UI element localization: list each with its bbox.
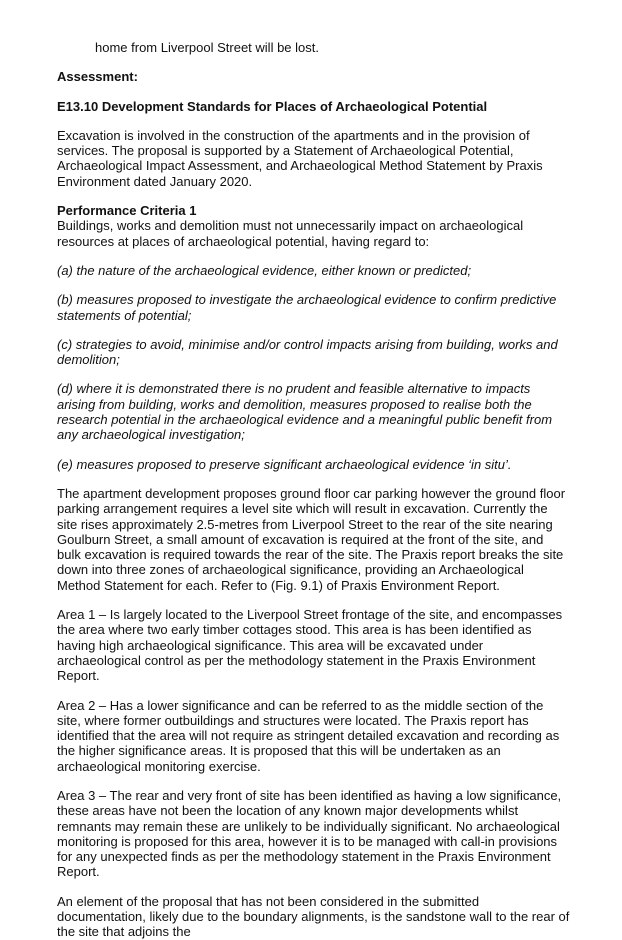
criterion-b: (b) measures proposed to investigate the archaeological evidence to confirm predictive statements of potential; xyxy=(57,292,557,323)
criterion-a: (a) the nature of the archaeological evidence, either known or predicted; xyxy=(57,262,472,278)
paragraph-area-2: Area 2 – Has a lower significance and can be referred to as the middle section of the site, where former outbuildings and structures were located. The Praxis report has identified that the area will not require as stringent detailed excavation and recording as the higher significance areas. It is proposed that this will be undertaken as an archaeological monitoring exercise. xyxy=(57,697,560,774)
paragraph-final: An element of the proposal that has not been considered in the submitted documentation, likely due to the boundary alignments, is the sandstone wall to the rear of the site that adjoins the xyxy=(57,893,570,940)
criterion-e: (e) measures proposed to preserve significant archaeological evidence ‘in situ’. xyxy=(57,456,512,472)
criterion-d: (d) where it is demonstrated there is no prudent and feasible alternative to impacts arising from building, works and demolition, measures proposed to realise both the research potential in the archaeological evidence and a meaningful public benefit from any archaeological investigation; xyxy=(57,381,553,443)
paragraph-area-3: Area 3 – The rear and very front of site has been identified as having a low significance, these areas have not been the location of any known major developments whilst remnants may remain these are unlikely to be individually significant. No archaeological monitoring is proposed for this area, however it is to be managed with call-in provisions for any unexpected finds as per the methodology statement in the Praxis Environment Report. xyxy=(57,787,562,880)
intro-line: home from Liverpool Street will be lost. xyxy=(95,40,319,55)
performance-criteria-intro: Buildings, works and demolition must not unnecessarily impact on archaeological resources at places of archaeological potential, having regard to: xyxy=(57,218,524,249)
performance-criteria-heading: Performance Criteria 1 xyxy=(57,203,197,219)
criterion-c: (c) strategies to avoid, minimise and/or control impacts arising from building, works and demolition; xyxy=(57,336,558,368)
paragraph-development: The apartment development proposes ground floor car parking however the ground floor parking arrangement requires a level site which will result in excavation. Currently the site rises approximately 2.5-metres from Liverpool Street to the rear of the site nearing Goulburn Street, a small amount of excavation is required at the front of the site, and bulk excavation is required towards the rear of the site. The Praxis report breaks the site down into three zones of archaeological significance, providing an Archaeological Method Statement for each. Refer to (Fig. 9.1) of Praxis Environment Report. xyxy=(57,485,566,593)
section-heading: E13.10 Development Standards for Places of Archaeological Potential xyxy=(57,98,488,114)
paragraph-area-1: Area 1 – Is largely located to the Liverpool Street frontage of the site, and encompasses the area where two early timber cottages stood. This area is has been identified as having high archaeological significance. This area will be excavated under archaeological control as per the methodology statement in the Praxis Environment Report. xyxy=(57,607,563,684)
paragraph-excavation: Excavation is involved in the construction of the apartments and in the provision of services. The proposal is supported by a Statement of Archaeological Potential, Archaeological Impact Assessment, and Archaeological Method Statement by Praxis Environment dated January 2020. xyxy=(57,127,543,189)
assessment-heading: Assessment: xyxy=(57,69,138,85)
